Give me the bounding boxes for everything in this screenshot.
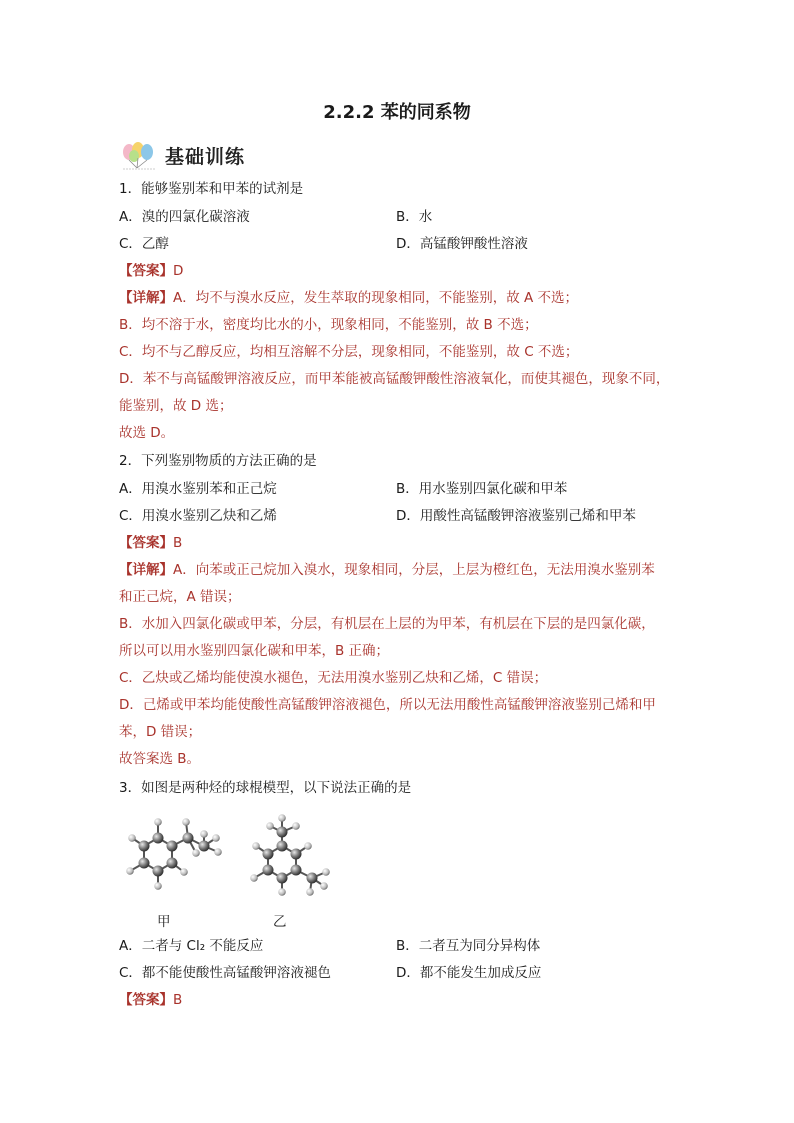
- answer-label: 【答案】: [119, 535, 173, 551]
- detail-label: 【详解】: [119, 290, 173, 306]
- q2-detail-line: B．水加入四氯化碳或甲苯，分层，有机层在上层的为甲苯，有机层在下层的是四氯化碳，: [119, 616, 655, 632]
- balloons-icon: [119, 140, 161, 170]
- q1-stem: 1．能够鉴别苯和甲苯的试剂是: [119, 181, 304, 197]
- answer-value: D: [173, 263, 184, 279]
- q2-answer: [119, 534, 182, 552]
- q1-detail-line: C．均不与乙醇反应，均相互溶解不分层，现象相同，不能鉴别，故 C 不选；: [119, 344, 579, 360]
- detail-text: A．均不与溴水反应，发生萃取的现象相同，不能鉴别，故 A 不选；: [173, 290, 579, 306]
- q1-option-c: C．乙醇: [119, 236, 169, 252]
- q3-option-b: B．二者互为同分异构体: [396, 938, 541, 954]
- answer-label: 【答案】: [119, 992, 173, 1008]
- molecule-yi-figure: [240, 812, 340, 898]
- q1-detail-line: B．均不溶于水，密度均比水的小，现象相同，不能鉴别，故 B 不选；: [119, 317, 538, 333]
- answer-label: 【答案】: [119, 263, 173, 279]
- q2-option-c: C．用溴水鉴别乙炔和乙烯: [119, 508, 277, 524]
- q3-option-a: A．二者与 Cl₂ 不能反应: [119, 938, 264, 954]
- q2-detail-line: [119, 561, 655, 579]
- figure-label-jia: 甲: [157, 914, 171, 930]
- q3-option-d: D．都不能发生加成反应: [396, 965, 542, 981]
- q3-answer: [119, 991, 182, 1009]
- q1-detail-line: [119, 289, 578, 307]
- section-title: 基础训练: [165, 145, 246, 168]
- q2-option-d: D．用酸性高锰酸钾溶液鉴别己烯和甲苯: [396, 508, 636, 524]
- q2-detail-line: C．乙炔或乙烯均能使溴水褪色，无法用溴水鉴别乙炔和乙烯，C 错误；: [119, 670, 548, 686]
- q2-detail-line: 和正己烷，A 错误；: [119, 589, 241, 605]
- answer-value: B: [173, 992, 183, 1008]
- page-title: 2.2.2 苯的同系物: [323, 102, 471, 123]
- q1-option-d: D．高锰酸钾酸性溶液: [396, 236, 528, 252]
- q1-option-b: B．水: [396, 209, 433, 225]
- q1-option-a: A．溴的四氯化碳溶液: [119, 209, 250, 225]
- answer-value: B: [173, 535, 183, 551]
- molecule-jia-figure: [120, 808, 230, 898]
- detail-text: A．向苯或正己烷加入溴水，现象相同，分层，上层为橙红色，无法用溴水鉴别苯: [173, 562, 655, 578]
- q2-detail-line: 所以可以用水鉴别四氯化碳和甲苯，B 正确；: [119, 643, 390, 659]
- figure-label-yi: 乙: [273, 914, 287, 930]
- q1-detail-line: 能鉴别，故 D 选；: [119, 398, 233, 414]
- detail-label: 【详解】: [119, 562, 173, 578]
- q1-detail-line: D．苯不与高锰酸钾溶液反应，而甲苯能被高锰酸钾酸性溶液氧化，而使其褪色，现象不同，: [119, 371, 670, 387]
- q1-answer: [119, 262, 183, 280]
- q1-conclusion: 故选 D。: [119, 425, 175, 441]
- q2-option-a: A．用溴水鉴别苯和正己烷: [119, 481, 277, 497]
- q2-option-b: B．用水鉴别四氯化碳和甲苯: [396, 481, 568, 497]
- q2-detail-line: D．己烯或甲苯均能使酸性高锰酸钾溶液褪色，所以无法用酸性高锰酸钾溶液鉴别己烯和甲: [119, 697, 656, 713]
- q2-stem: 2．下列鉴别物质的方法正确的是: [119, 453, 317, 469]
- section-header: [119, 139, 245, 171]
- q3-stem: 3．如图是两种烃的球棍模型，以下说法正确的是: [119, 780, 412, 796]
- q2-conclusion: 故答案选 B。: [119, 751, 201, 767]
- q2-detail-line: 苯，D 错误；: [119, 724, 202, 740]
- q3-option-c: C．都不能使酸性高锰酸钾溶液褪色: [119, 965, 331, 981]
